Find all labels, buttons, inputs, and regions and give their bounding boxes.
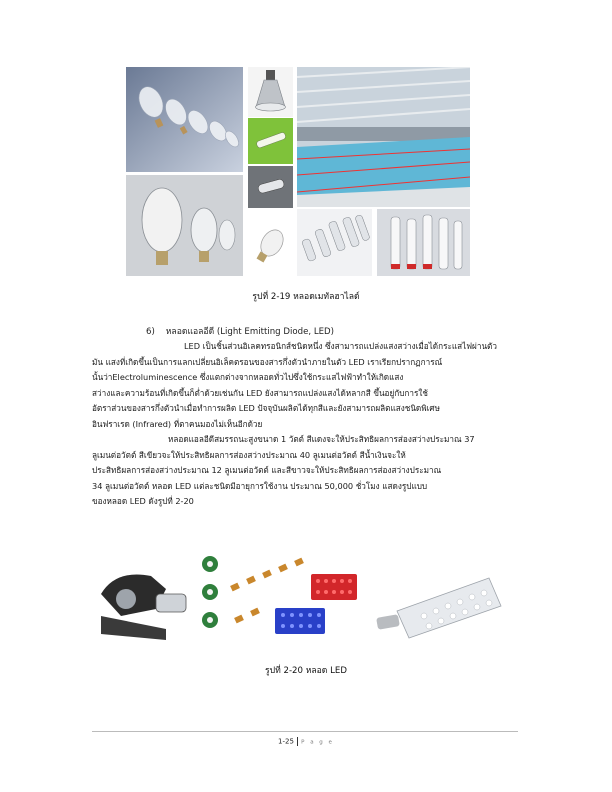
section-number: 6)	[146, 327, 155, 337]
high-bay-lamp-photo	[248, 67, 293, 117]
indoor-swimming-pool-photo	[297, 67, 470, 207]
small-bulb-photo	[248, 209, 293, 276]
led-modules-photo	[195, 544, 362, 646]
figure-2-19-caption: รูปที่ 2-19 หลอดเมทัลฮาไลด์	[252, 292, 360, 302]
page-footer	[0, 737, 612, 746]
page-label: P a g e	[301, 739, 334, 746]
paragraph-line: หลอดแอลอีดีสมรรถนะสูงขนาด 1 วัตต์ สีแดงจะให้ประสิทธิผลการส่องสว่างประมาณ 37	[168, 434, 475, 444]
paragraph-line: อินฟราเรด (Infrared) ที่ตาคนมองไม่เห็นอีกด้วย	[92, 418, 263, 429]
metal-halide-lamps-photo-cluster	[126, 67, 243, 172]
paragraph-line: LED เป็นชิ้นส่วนอิเลคทรอนิกส์ชนิดหนึ่ง ซึ่งสามารถแปล่งแสงสว่างเมื่อได้กระแสไฟผ่านตัว	[184, 341, 497, 351]
footer-divider	[92, 731, 518, 732]
assorted-lamps-photo	[297, 209, 372, 276]
section-heading	[146, 324, 334, 338]
paragraph-led-description	[92, 339, 520, 433]
paragraph-line: ของหลอด LED ดังรูปที่ 2-20	[92, 496, 194, 507]
section-title: หลอดแอลอีดี (Light Emitting Diode, LED)	[165, 327, 335, 337]
double-ended-lamps-photo	[377, 209, 470, 276]
figure-2-20-caption: รูปที่ 2-20 หลอด LED	[265, 666, 347, 676]
paragraph-led-efficacy	[92, 432, 520, 510]
footer-separator	[297, 737, 298, 746]
led-bicycle-lights-photo	[96, 554, 191, 646]
page-number: 1-25	[278, 737, 294, 746]
paragraph-line: นั้นว่าElectroluminescence ซึ่งแตกต่างจากหลอดทั่วไปซึ่งใช้กระแสไฟฟ้าทำให้เกิดแสง	[92, 372, 404, 383]
paragraph-line: ประสิทธิผลการส่องสว่างประมาณ 12 ลูเมนต่อวัตต์ และสีขาวจะให้ประสิทธิผลการส่องสว่างประมาณ	[92, 465, 442, 476]
paragraph-line: 34 ลูเมนต่อวัตต์ หลอด LED แต่ละชนิดมีอายุการใช้งาน ประมาณ 50,000 ชั่วโมง แสดงรูปแบบ	[92, 480, 428, 491]
paragraph-line: สว่างและความร้อนที่เกิดขึ้นก็ต่ำด้วยเช่นกัน LED ยังสามารถแปล่งแสงได้หลากสี ขึ้นอยู่กับการใช้	[92, 387, 428, 398]
metal-halide-bulbs-photo	[126, 175, 243, 276]
tubular-metal-halide-lamp-photo	[248, 166, 293, 208]
paragraph-line: มัน แสงที่เกิดขึ้นเป็นการแลกเปลี่ยนอิเล็คตรอนของสารกึ่งตัวนำภายในตัว LED เราเรียกปรากฏการณ์	[92, 356, 443, 367]
green-tube-lamp-photo	[248, 118, 293, 164]
paragraph-line: อัตราส่วนของสารกึ่งตัวนำเมื่อทำการผลิต LED ปัจจุบันผลิตได้ทุกสีและยังสามารถผลิตแสงชนิดพิเศษ	[92, 403, 441, 414]
paragraph-line: ลูเมนต่อวัตต์ สีเขียวจะให้ประสิทธิผลการส่องสว่างประมาณ 40 ลูเมนต่อวัตต์ สีน้ำเงินจะให้	[92, 449, 406, 460]
led-street-lamp-photo	[369, 566, 511, 646]
